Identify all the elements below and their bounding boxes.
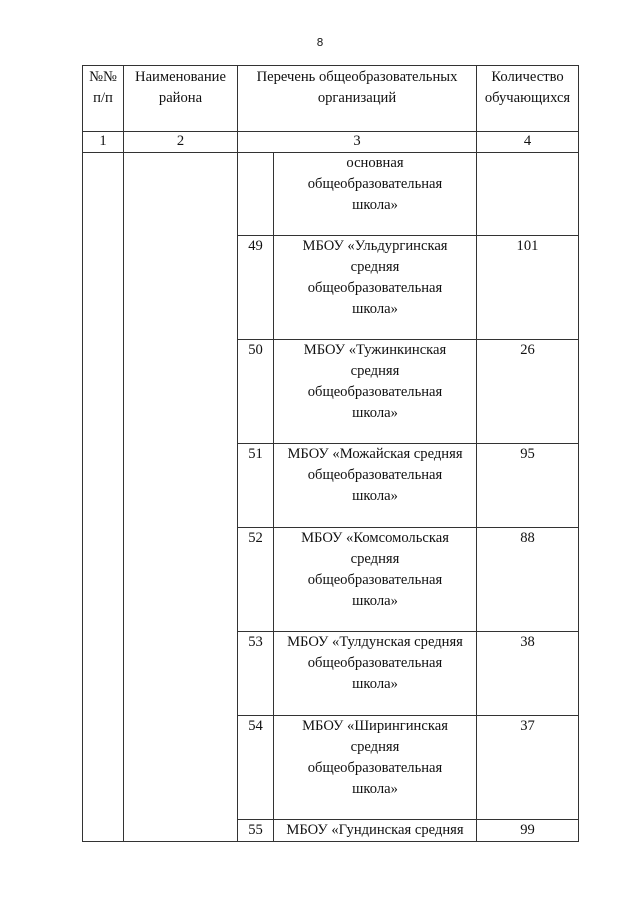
row-number: 49 [238, 236, 274, 340]
column-number: 1 [83, 132, 124, 153]
students-count: 101 [477, 236, 579, 340]
students-count: 37 [477, 716, 579, 820]
schools-table [82, 65, 579, 842]
column-numbers-row [83, 132, 579, 153]
students-count: 95 [477, 444, 579, 528]
table-row [83, 153, 579, 236]
organization-name: МБОУ «Ульдургинская средняя общеобразовательная школа» [274, 236, 477, 340]
row-number [238, 153, 274, 236]
column-number: 4 [477, 132, 579, 153]
students-count: 99 [477, 820, 579, 842]
organization-name: основная общеобразовательная школа» [274, 153, 477, 236]
row-number: 55 [238, 820, 274, 842]
row-number: 53 [238, 632, 274, 716]
organization-name: МБОУ «Можайская средняя общеобразовательная школа» [274, 444, 477, 528]
header-students-count: Количество обучающихся [477, 66, 579, 132]
students-count: 38 [477, 632, 579, 716]
students-count: 26 [477, 340, 579, 444]
students-count: 88 [477, 528, 579, 632]
row-number: 50 [238, 340, 274, 444]
district-merged-cell [124, 153, 238, 842]
organization-name: МБОУ «Ширингинская средняя общеобразовательная школа» [274, 716, 477, 820]
column-number: 3 [238, 132, 477, 153]
row-number: 52 [238, 528, 274, 632]
organization-name: МБОУ «Комсомольская средняя общеобразовательная школа» [274, 528, 477, 632]
header-organizations: Перечень общеобразовательных организаций [238, 66, 477, 132]
row-number: 54 [238, 716, 274, 820]
organization-name: МБОУ «Тулдунская средняя общеобразовательная школа» [274, 632, 477, 716]
column-number: 2 [124, 132, 238, 153]
page-number: 8 [316, 36, 324, 49]
table-header-row [83, 66, 579, 132]
students-count [477, 153, 579, 236]
row-number: 51 [238, 444, 274, 528]
organization-name: МБОУ «Гундинская средняя [274, 820, 477, 842]
organization-name: МБОУ «Тужинкинская средняя общеобразовательная школа» [274, 340, 477, 444]
header-district: Наименование района [124, 66, 238, 132]
header-number: №№ п/п [83, 66, 124, 132]
row-number-merged-cell [83, 153, 124, 842]
